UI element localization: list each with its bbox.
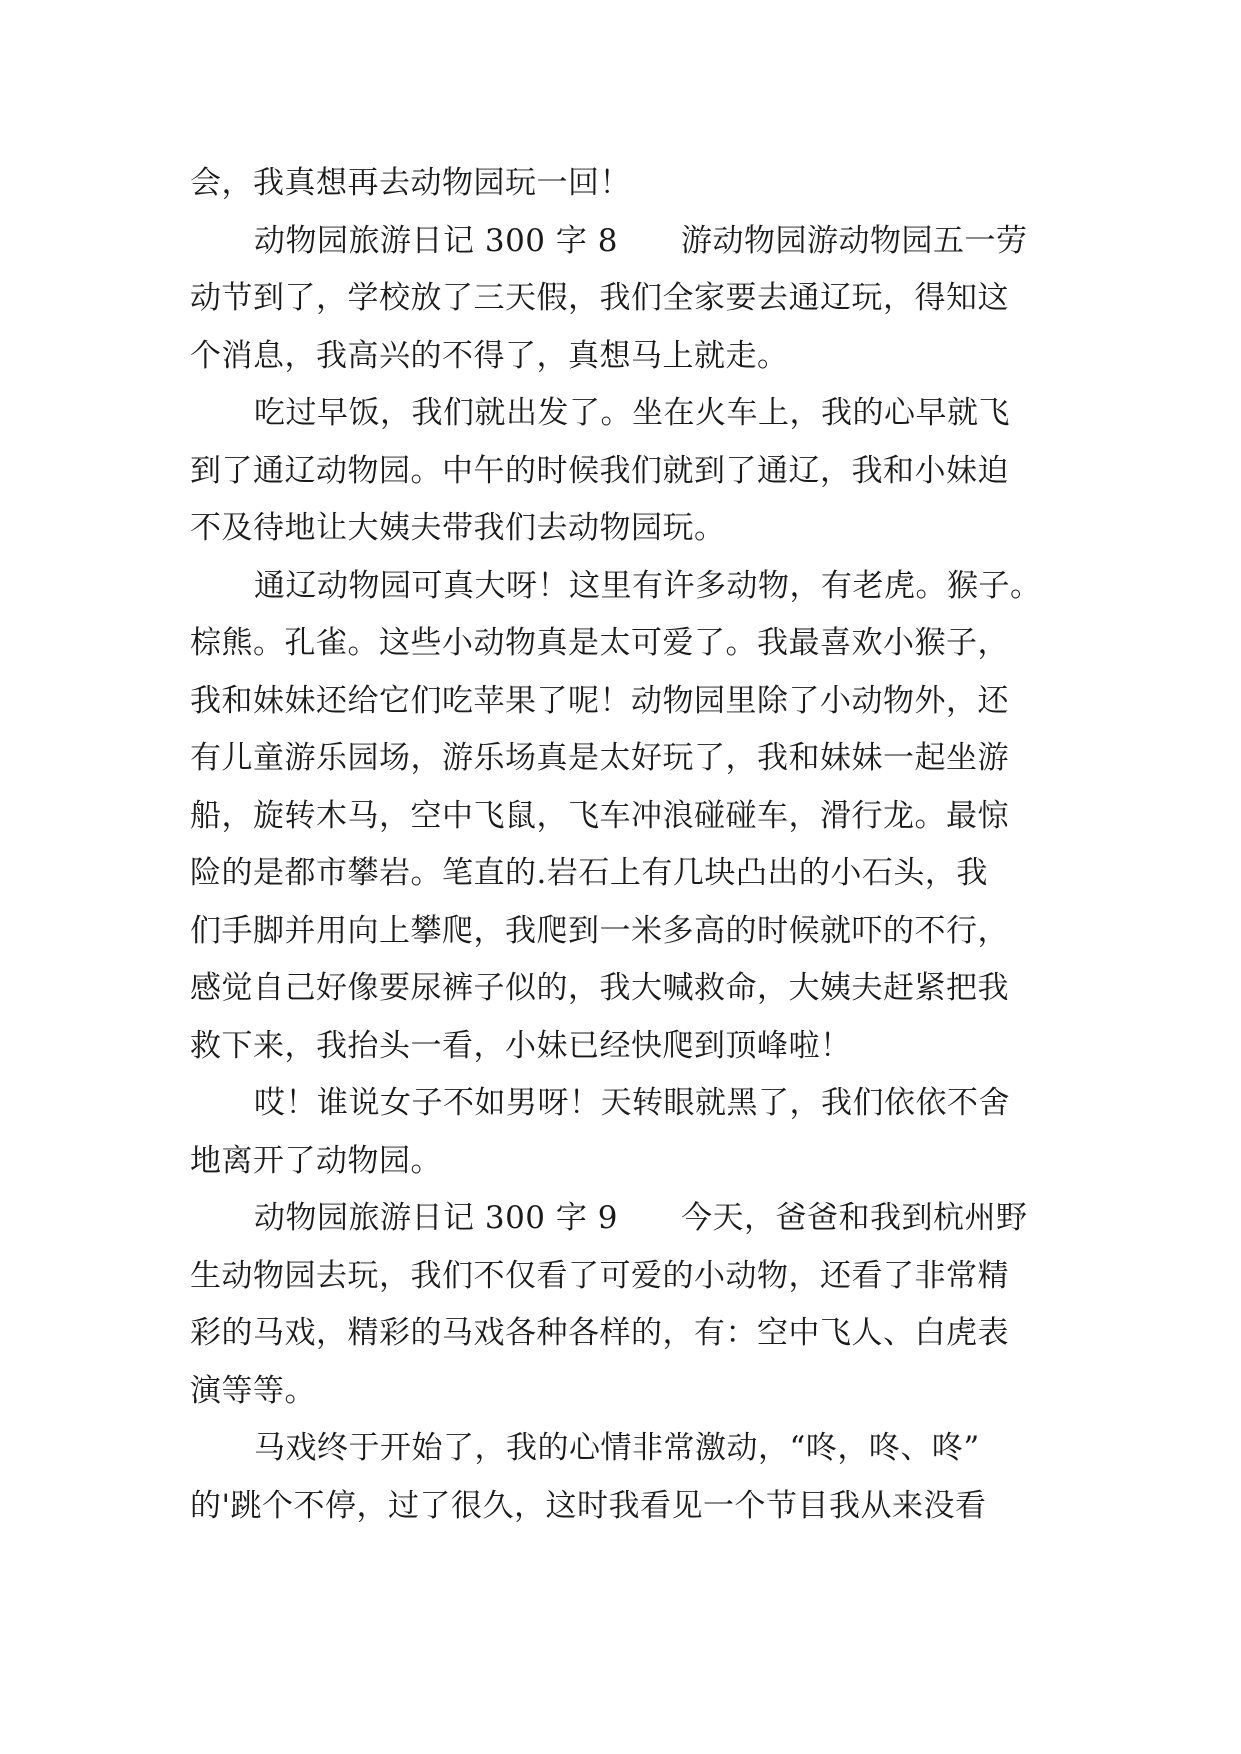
- text-line: 吃过早饭，我们就出发了。坐在火车上，我的心早就飞: [254, 395, 1010, 431]
- text-line: 彩的马戏，精彩的马戏各种各样的，有：空中飞人、白虎表: [190, 1315, 1009, 1351]
- text-line: 会，我真想再去动物园玩一回！: [190, 165, 631, 201]
- text-line: 的'跳个不停，过了很久，这时我看见一个节目我从来没看: [190, 1487, 987, 1524]
- text-line: 我和妹妹还给它们吃苹果了呢！动物园里除了小动物外，还: [190, 682, 1009, 719]
- text-line: 船，旋转木马，空中飞鼠，飞车冲浪碰碰车，滑行龙。最惊: [190, 797, 1009, 834]
- text-line: 演等等。: [190, 1372, 316, 1409]
- text-line: 们手脚并用向上攀爬，我爬到一米多高的时候就吓的不行，: [190, 912, 1009, 949]
- text-line: 动物园旅游日记 300 字 9 今天，爸爸和我到杭州野: [254, 1200, 1028, 1236]
- text-line: 哎！谁说女子不如男呀！天转眼就黑了，我们依依不舍: [254, 1085, 1010, 1121]
- text-line: 救下来，我抬头一看，小妹已经快爬到顶峰啦！: [190, 1027, 852, 1064]
- body-text: [190, 155, 1070, 1535]
- text-line: 地离开了动物园。: [190, 1142, 442, 1179]
- text-line: 不及待地让大姨夫带我们去动物园玩。: [190, 510, 726, 546]
- text-line: 到了通辽动物园。中午的时候我们就到了通辽，我和小妹迫: [190, 452, 1009, 489]
- text-line: 个消息，我高兴的不得了，真想马上就走。: [190, 337, 789, 374]
- text-line: 动物园旅游日记 300 字 8 游动物园游动物园五一劳: [254, 222, 1028, 259]
- text-line: 生动物园去玩，我们不仅看了可爱的小动物，还看了非常精: [190, 1257, 1009, 1294]
- text-line: 马戏终于开始了，我的心情非常激动，“咚，咚、咚”: [254, 1430, 980, 1466]
- text-line: 有儿童游乐园场，游乐场真是太好玩了，我和妹妹一起坐游: [190, 740, 1009, 776]
- text-line: 险的是都市攀岩。笔直的.岩石上有几块凸出的小石头，我: [190, 855, 988, 891]
- text-line: 感觉自己好像要尿裤子似的，我大喊救命，大姨夫赶紧把我: [190, 970, 1009, 1006]
- text-line: 棕熊。孔雀。这些小动物真是太可爱了。我最喜欢小猴子，: [190, 625, 1009, 661]
- text-line: 通辽动物园可真大呀！这里有许多动物，有老虎。猴子。: [254, 567, 1042, 604]
- text-line: 动节到了，学校放了三天假，我们全家要去通辽玩，得知这: [190, 280, 1009, 316]
